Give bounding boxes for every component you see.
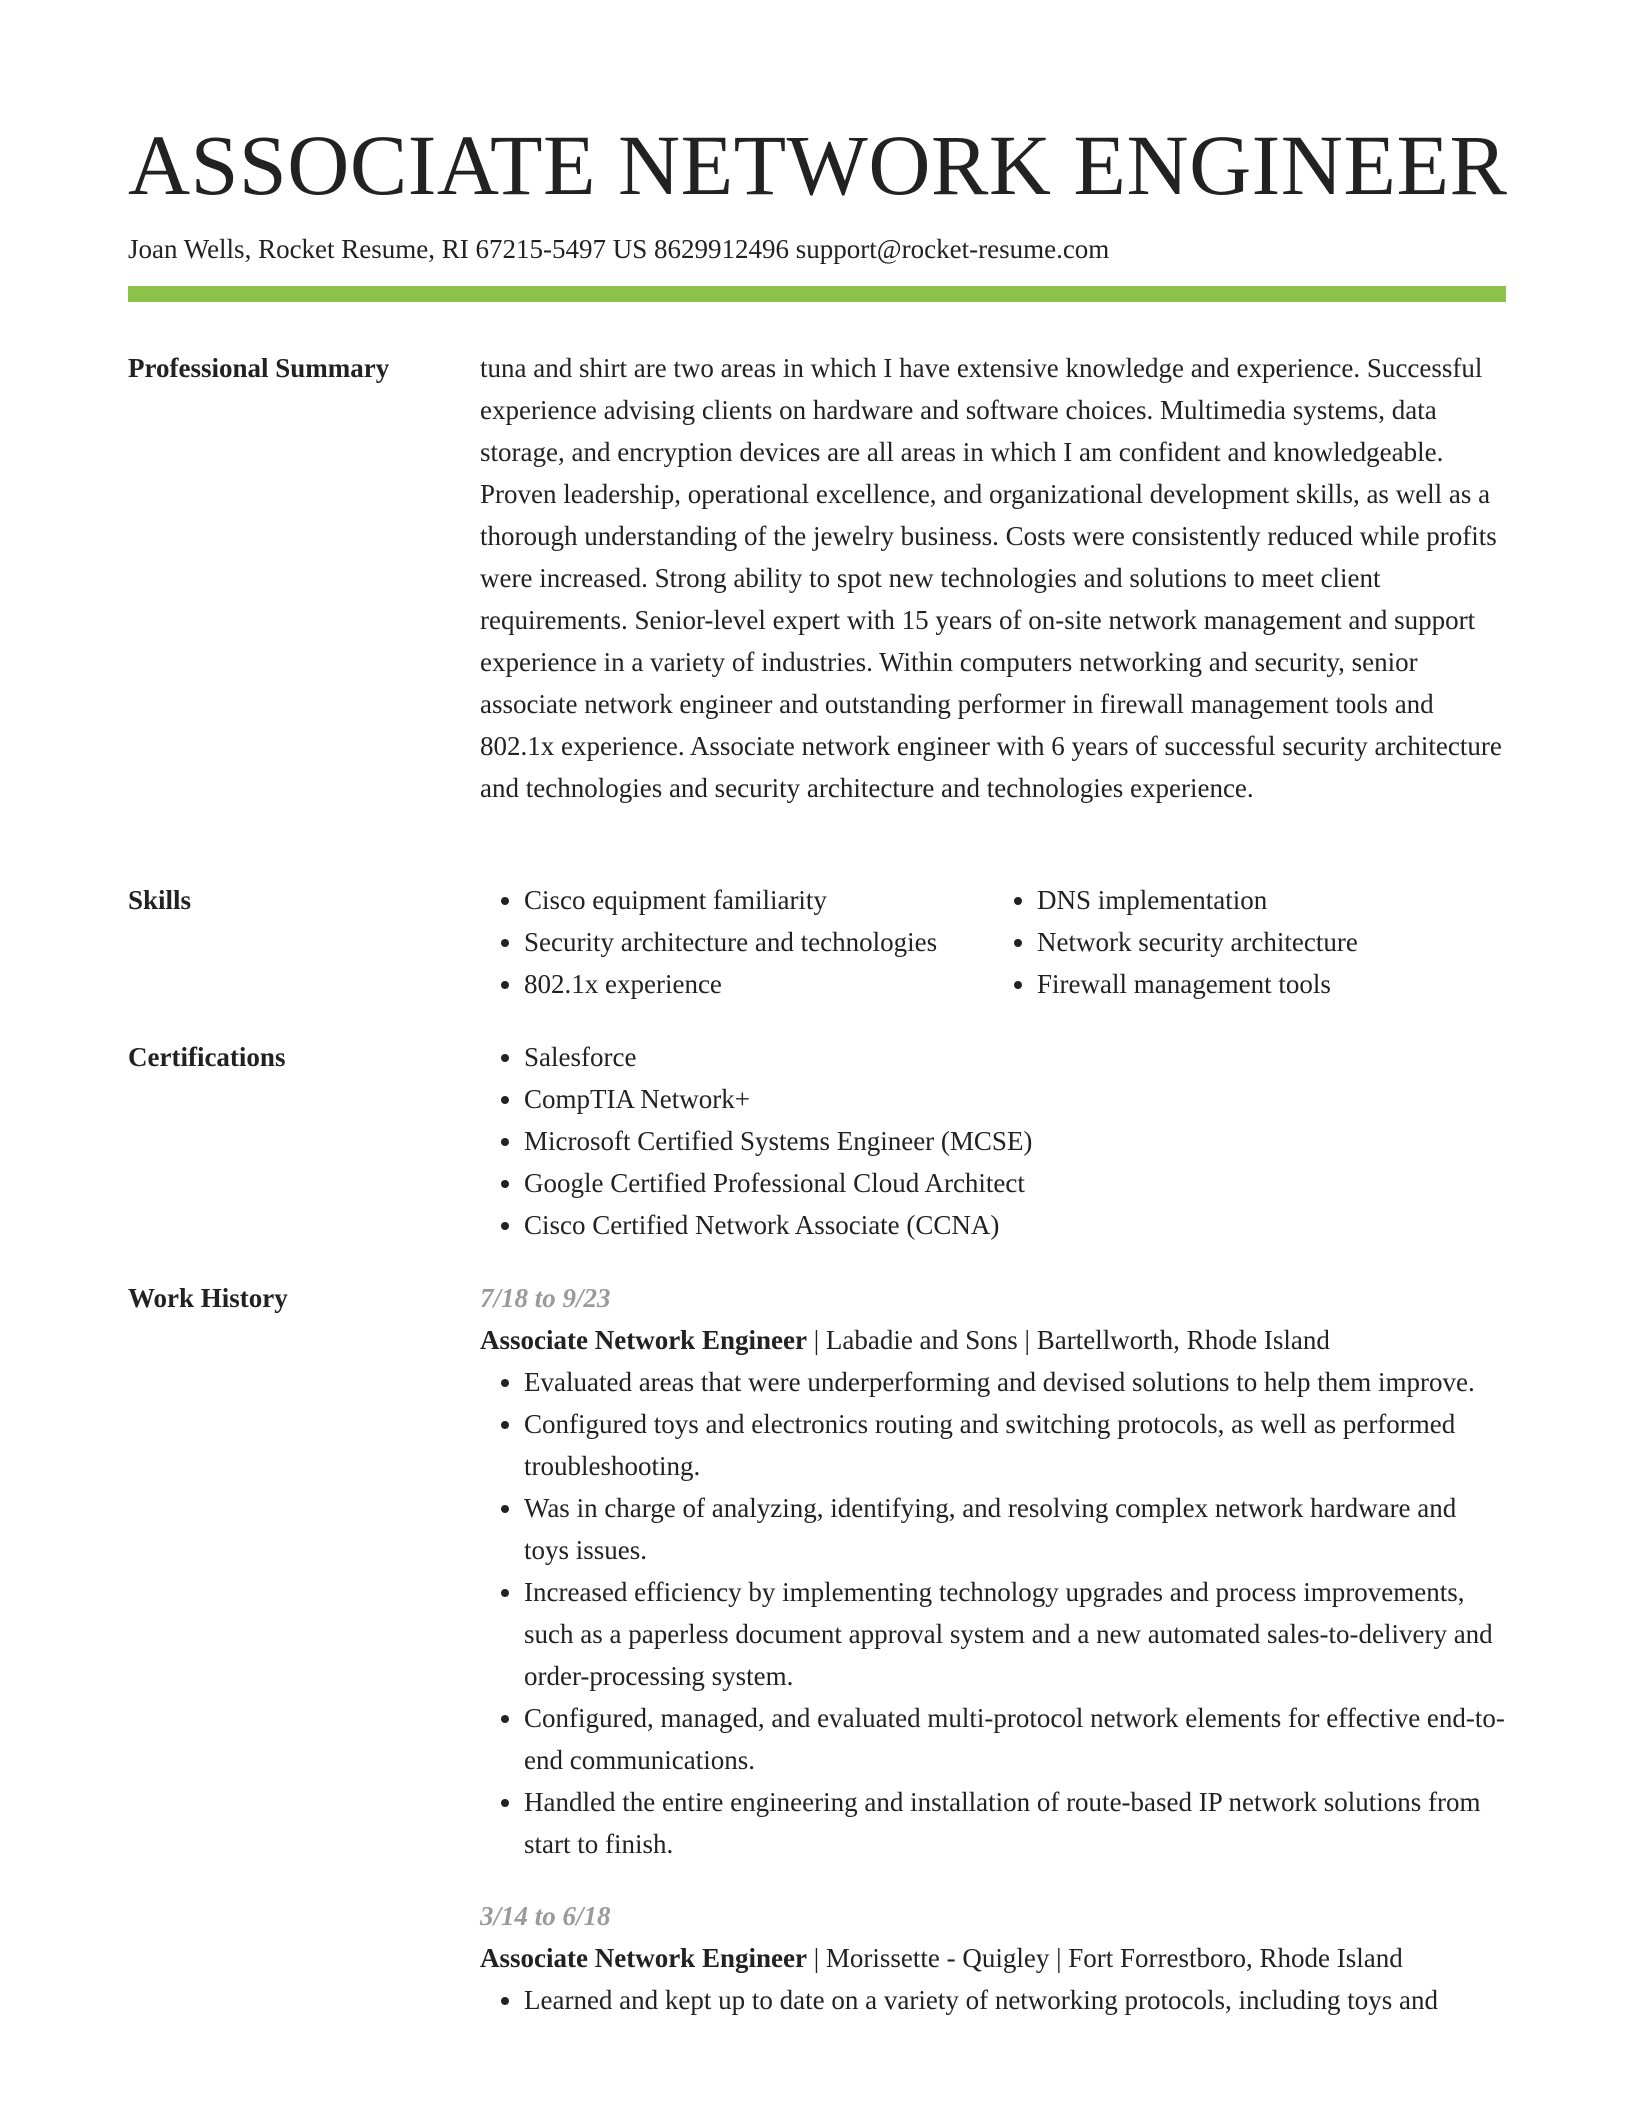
job-dates: 7/18 to 9/23 — [480, 1283, 611, 1313]
job-bullets — [480, 1361, 1506, 1865]
job-heading — [480, 1937, 1506, 1979]
job-bullet: • Evaluated areas that were underperforming and devised solutions to help them improve. — [524, 1361, 1506, 1403]
job-title: Associate Network Engineer — [480, 1943, 807, 1973]
work-history-heading: Work History — [128, 1283, 288, 1313]
skills-column-2 — [993, 879, 1506, 1005]
job-dates: 3/14 to 6/18 — [480, 1901, 611, 1931]
job-details: | Labadie and Sons | Bartellworth, Rhode Island — [806, 1325, 1330, 1355]
job-bullet: • Was in charge of analyzing, identifying, and resolving complex network hardware and toys issues. — [524, 1487, 1506, 1571]
job-bullet: • Configured, managed, and evaluated multi-protocol network elements for effective end-to-end communications. — [524, 1697, 1506, 1781]
job-bullet: • Learned and kept up to date on a variety of networking protocols, including toys and — [524, 1979, 1506, 2021]
skill-item: • Network security architecture — [1037, 921, 1506, 963]
certification-item: • Microsoft Certified Systems Engineer (MCSE) — [524, 1120, 1506, 1162]
job-bullet: • Increased efficiency by implementing technology upgrades and process improvements, such as a paperless document approval system and a new automated sales-to-delivery and order-processing system. — [524, 1571, 1506, 1697]
job-heading — [480, 1319, 1506, 1361]
job-bullet: • Handled the entire engineering and installation of route-based IP network solutions from start to finish. — [524, 1781, 1506, 1865]
job-bullet: • Configured toys and electronics routing and switching protocols, as well as performed troubleshooting. — [524, 1403, 1506, 1487]
skill-item: • DNS implementation — [1037, 879, 1506, 921]
contact-line: Joan Wells, Rocket Resume, RI 67215-5497 US 8629912496 support@rocket-resume.com — [128, 234, 1110, 264]
summary-heading: Professional Summary — [128, 353, 390, 383]
header-divider — [128, 286, 1506, 302]
skill-item: • 802.1x experience — [524, 963, 993, 1005]
skills-column-1 — [480, 879, 993, 1005]
certification-item: • Salesforce — [524, 1036, 1506, 1078]
certification-item: • CompTIA Network+ — [524, 1078, 1506, 1120]
resume-title: ASSOCIATE NETWORK ENGINEER — [128, 117, 1508, 213]
skill-item: • Firewall management tools — [1037, 963, 1506, 1005]
job-details: | Morissette - Quigley | Fort Forrestboro, Rhode Island — [806, 1943, 1403, 1973]
job-entry — [480, 1895, 1506, 2021]
job-entry — [480, 1277, 1506, 1865]
certifications-list — [480, 1036, 1506, 1246]
skill-item: • Security architecture and technologies — [524, 921, 993, 963]
certification-item: • Google Certified Professional Cloud Architect — [524, 1162, 1506, 1204]
skills-heading: Skills — [128, 885, 192, 915]
skill-item: • Cisco equipment familiarity — [524, 879, 993, 921]
summary-text: tuna and shirt are two areas in which I have extensive knowledge and experience. Successful experience advising clients on hardware and software choices. Multimedia systems, data storage, and encryption devices are all areas in which I am confident and knowledgeable. Proven leadership, operational excellence, and organizational development skills, as well as a thorough understanding of the jewelry business. Costs were consistently reduced while profits were increased. Strong ability to spot new technologies and solutions to meet client requirements. Senior-level expert with 15 years of on-site network management and support experience in a variety of industries. Within computers networking and security, senior associate network engineer and outstanding performer in firewall management tools and 802.1x experience. Associate network engineer with 6 years of successful security architecture and technologies and security architecture and technologies experience. — [480, 353, 1502, 803]
job-title: Associate Network Engineer — [480, 1325, 807, 1355]
job-bullets — [480, 1979, 1506, 2021]
certification-item: • Cisco Certified Network Associate (CCNA) — [524, 1204, 1506, 1246]
certifications-heading: Certifications — [128, 1042, 286, 1072]
